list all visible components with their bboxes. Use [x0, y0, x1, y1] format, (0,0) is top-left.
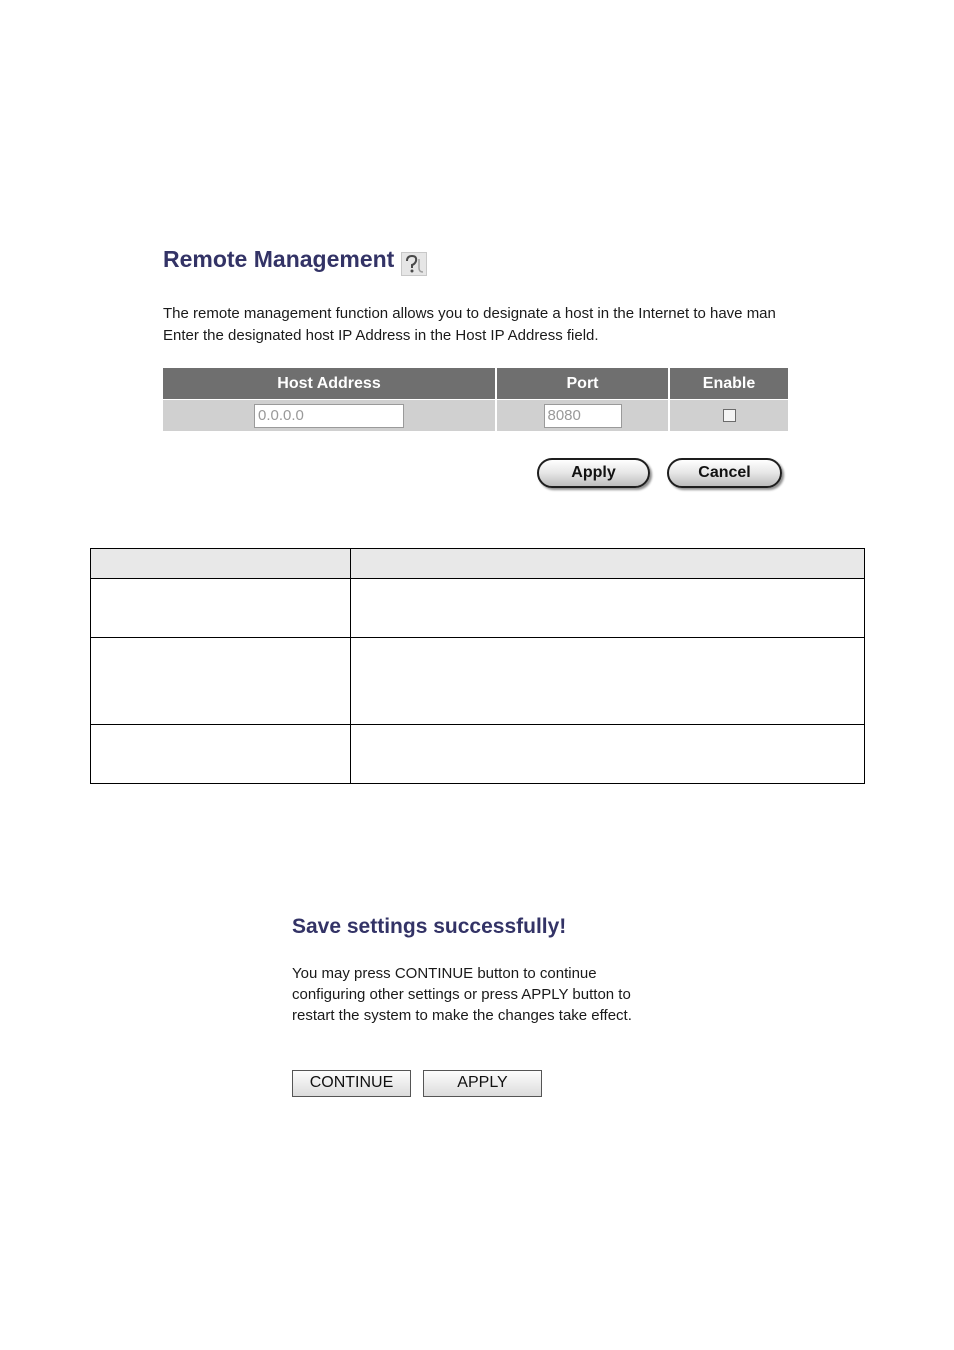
- save-success-title: Save settings successfully!: [292, 915, 567, 938]
- table-cell: [91, 638, 351, 725]
- table-row: [91, 725, 865, 784]
- port-header: Port: [496, 368, 669, 400]
- table-row: [91, 549, 865, 579]
- table-cell: [91, 549, 351, 579]
- message-line: You may press CONTINUE button to continue: [292, 965, 597, 982]
- table-header-row: [163, 368, 788, 400]
- description-line: The remote management function allows you to designate a host in the Internet to have man: [163, 305, 776, 322]
- table-cell: [91, 579, 351, 638]
- parameter-description-table: [90, 548, 865, 784]
- host-address-header: Host Address: [163, 368, 496, 400]
- table-cell: [351, 725, 865, 784]
- table-row: [91, 638, 865, 725]
- remote-management-title: Remote Management: [163, 246, 395, 272]
- host-address-cell: [163, 400, 496, 432]
- table-cell: [91, 725, 351, 784]
- port-cell: [496, 400, 669, 432]
- apply-restart-button[interactable]: APPLY: [423, 1070, 542, 1097]
- table-cell: [351, 579, 865, 638]
- apply-button[interactable]: Apply: [537, 458, 650, 488]
- cancel-button[interactable]: Cancel: [667, 458, 782, 488]
- host-address-input[interactable]: [254, 404, 404, 428]
- continue-button[interactable]: CONTINUE: [292, 1070, 411, 1097]
- remote-management-description: [163, 303, 803, 347]
- description-line: Enter the designated host IP Address in the Host IP Address field.: [163, 327, 599, 344]
- table-cell: [351, 549, 865, 579]
- remote-host-table: [163, 368, 788, 431]
- enable-cell: [669, 400, 788, 432]
- table-row: [163, 400, 788, 432]
- message-line: restart the system to make the changes take effect.: [292, 1007, 632, 1024]
- enable-checkbox[interactable]: [723, 409, 736, 422]
- table-row: [91, 579, 865, 638]
- message-line: configuring other settings or press APPLY button to: [292, 986, 631, 1003]
- enable-header: Enable: [669, 368, 788, 400]
- table-cell: [351, 638, 865, 725]
- help-icon[interactable]: [401, 252, 427, 276]
- save-success-message: [292, 963, 632, 1026]
- port-input[interactable]: [544, 404, 622, 428]
